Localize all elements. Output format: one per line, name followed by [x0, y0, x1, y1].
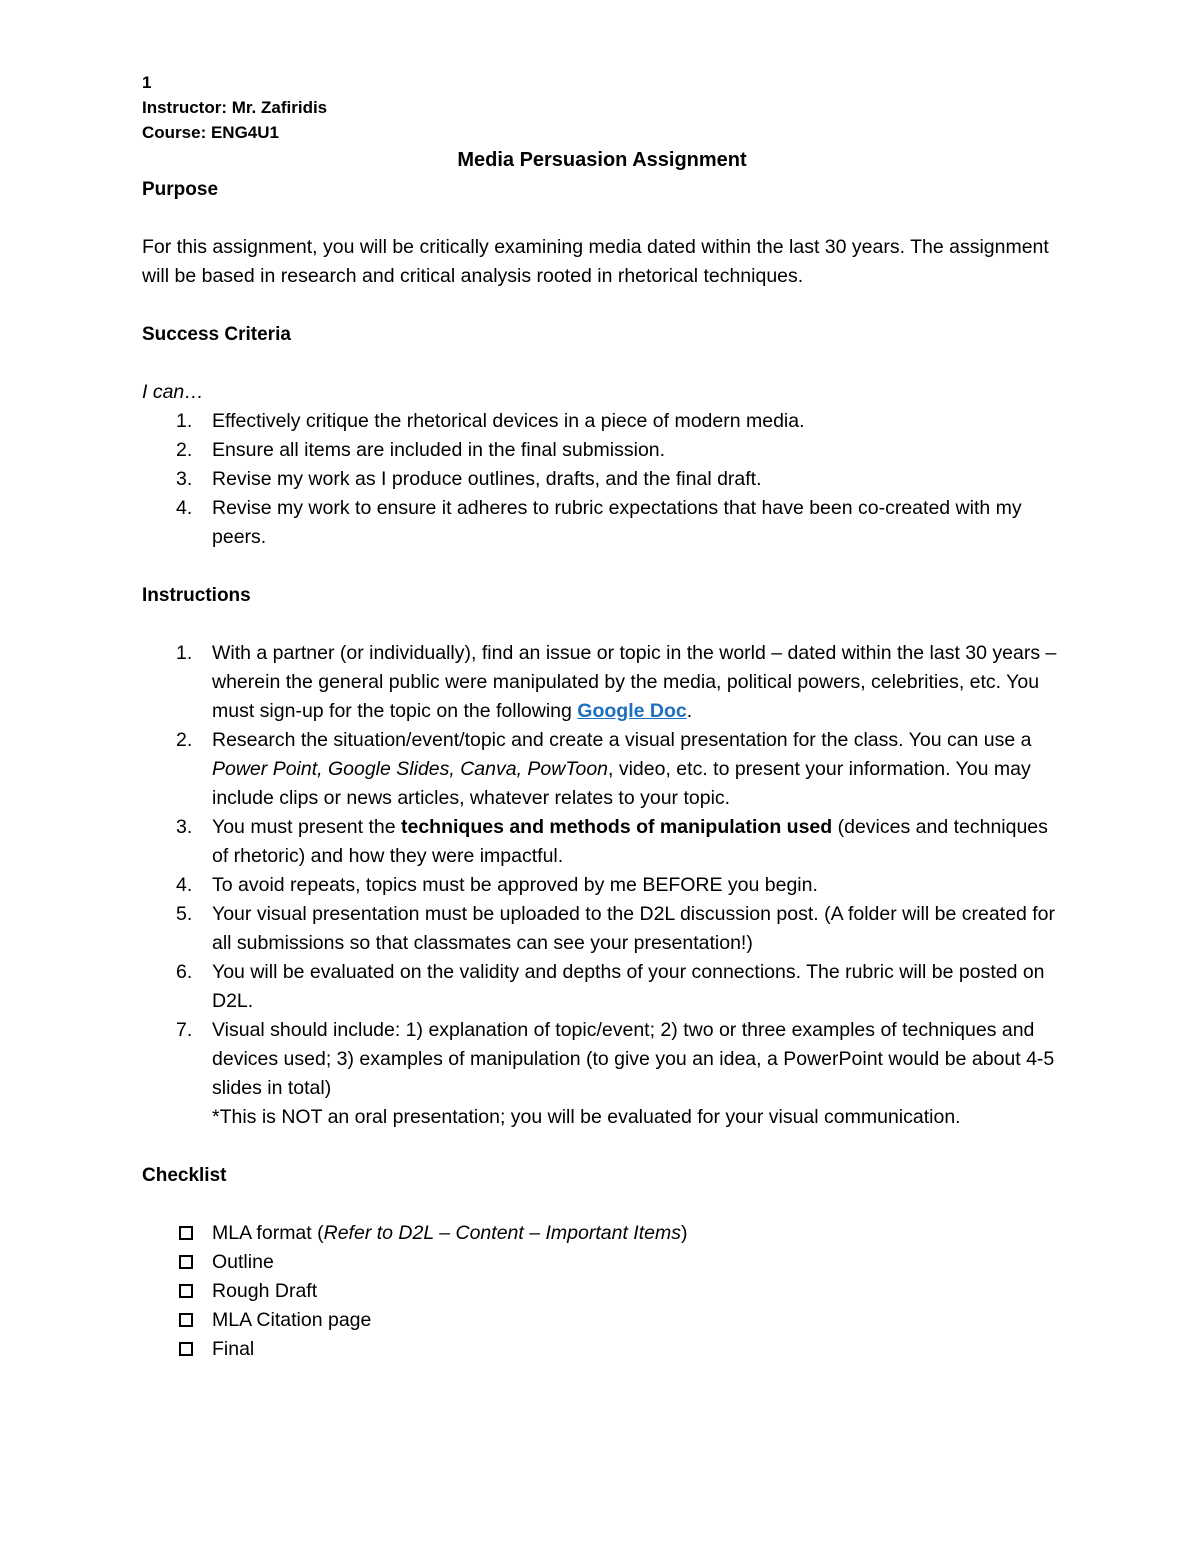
checkbox-icon[interactable]	[179, 1313, 193, 1327]
checkbox-icon[interactable]	[179, 1342, 193, 1356]
list-item: 7. Visual should include: 1) explanation of topic/event; 2) two or three examples of techniques and devices used; 3) examples of manipulation (to give you an idea, a PowerPoint would be about 4-5 slides in total) *This is NOT an oral presentation; you will be evaluated for your visual communication.	[176, 1019, 1055, 1128]
checklist-item-mla-format[interactable]: MLA format (Refer to D2L – Content – Important Items)	[142, 1219, 1062, 1248]
instructions-list	[142, 639, 1062, 1132]
course-line: Course: ENG4U1	[142, 123, 279, 142]
list-item: 6. You will be evaluated on the validity and depths of your connections. The rubric will be posted on D2L.	[176, 961, 1045, 1012]
list-item: 3. Revise my work as I produce outlines, drafts, and the final draft.	[176, 468, 762, 490]
checkbox-icon[interactable]	[179, 1226, 193, 1240]
list-item: 1. With a partner (or individually), find an issue or topic in the world – dated within the last 30 years – wherein the general public were manipulated by the media, political powers, celebrities, etc. You must sign-up for the topic on the following Google Doc.	[176, 642, 1057, 722]
success-criteria-list	[142, 407, 1062, 552]
list-item: 4. Revise my work to ensure it adheres to rubric expectations that have been co-created with my peers.	[176, 497, 1022, 548]
checklist-heading: Checklist	[142, 1165, 227, 1186]
page-number: 1	[142, 73, 152, 92]
instructions-heading: Instructions	[142, 585, 251, 606]
document-page	[142, 70, 1062, 1364]
checkbox-icon[interactable]	[179, 1284, 193, 1298]
page-title: Media Persuasion Assignment	[457, 149, 747, 171]
instructor-line: Instructor: Mr. Zafiridis	[142, 98, 328, 117]
checklist-item-final[interactable]: Final	[142, 1335, 1062, 1364]
oral-presentation-note: *This is NOT an oral presentation; you will be evaluated for your visual communication.	[212, 1106, 961, 1128]
success-criteria-intro: I can…	[142, 381, 204, 403]
list-item: 1. Effectively critique the rhetorical devices in a piece of modern media.	[176, 410, 805, 432]
google-doc-link[interactable]: Google Doc	[577, 700, 687, 722]
checkbox-icon[interactable]	[179, 1255, 193, 1269]
checklist	[142, 1219, 1062, 1364]
checklist-item-citation-page[interactable]: MLA Citation page	[142, 1306, 1062, 1335]
list-item: 3. You must present the techniques and methods of manipulation used (devices and techniques of rhetoric) and how they were impactful.	[176, 816, 1048, 867]
purpose-text: For this assignment, you will be critically examining media dated within the last 30 years. The assignment will be based in research and critical analysis rooted in rhetorical techniques.	[142, 236, 1049, 287]
list-item: 2. Research the situation/event/topic and create a visual presentation for the class. You can use a Power Point, Google Slides, Canva, PowToon, video, etc. to present your information. You may include clips or news articles, whatever relates to your topic.	[176, 729, 1032, 809]
checklist-item-outline[interactable]: Outline	[142, 1248, 1062, 1277]
success-criteria-heading: Success Criteria	[142, 324, 291, 345]
list-item: 5. Your visual presentation must be uploaded to the D2L discussion post. (A folder will be created for all submissions so that classmates can see your presentation!)	[176, 903, 1055, 954]
list-item: 2. Ensure all items are included in the final submission.	[176, 439, 666, 461]
list-item: 4. To avoid repeats, topics must be approved by me BEFORE you begin.	[176, 874, 818, 896]
checklist-item-rough-draft[interactable]: Rough Draft	[142, 1277, 1062, 1306]
purpose-heading: Purpose	[142, 179, 219, 200]
